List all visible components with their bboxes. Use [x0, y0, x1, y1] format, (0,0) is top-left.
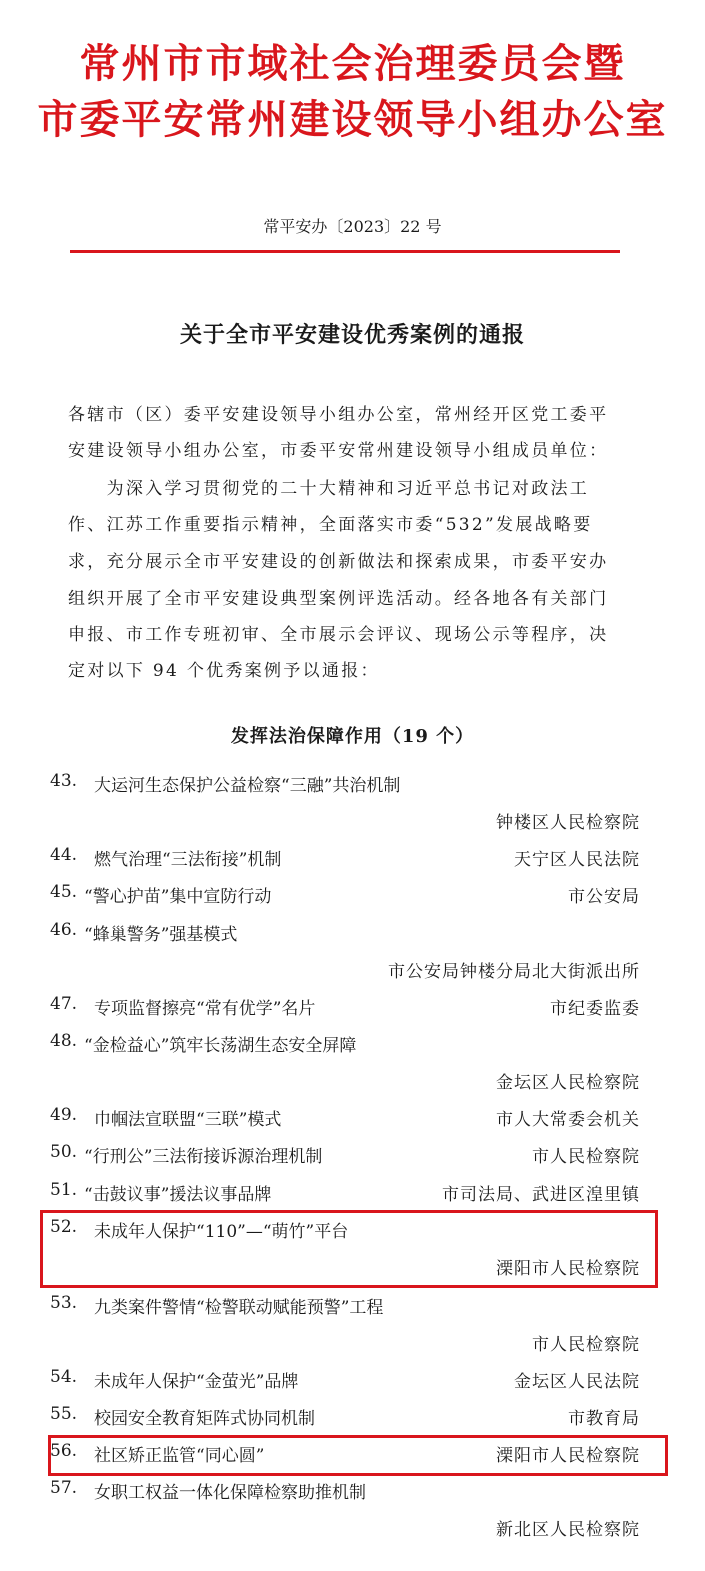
case-name: 巾帼法宣联盟“三联”模式 — [94, 1110, 282, 1130]
case-unit: 天宁区人民法院 — [514, 850, 640, 870]
case-name: 九类案件警情“检警联动赋能预警”工程 — [94, 1298, 384, 1318]
case-item — [50, 882, 640, 918]
case-number: 45. — [50, 882, 78, 902]
case-unit: 金坛区人民检察院 — [496, 1073, 640, 1093]
case-unit: 市公安局钟楼分局北大街派出所 — [388, 962, 640, 982]
case-item — [50, 845, 640, 881]
case-number: 56. — [50, 1441, 78, 1461]
case-item — [50, 994, 640, 1030]
case-name: “行刑公”三法衔接诉源治理机制 — [84, 1147, 323, 1167]
case-unit: 溧阳市人民检察院 — [496, 1446, 640, 1466]
case-number: 57. — [50, 1478, 78, 1498]
case-number: 51. — [50, 1180, 78, 1200]
case-item — [50, 1105, 640, 1141]
case-unit: 市纪委监委 — [550, 999, 640, 1019]
case-name: 社区矫正监管“同心圆” — [94, 1446, 265, 1466]
case-name: 燃气治理“三法衔接”机制 — [94, 850, 282, 870]
paragraph-line: 为深入学习贯彻党的二十大精神和习近平总书记对政法工 — [68, 479, 590, 499]
case-name: 未成年人保护“金萤光”品牌 — [94, 1372, 299, 1392]
case-name: 大运河生态保护公益检察“三融”共治机制 — [94, 776, 401, 796]
case-unit: 市人民检察院 — [532, 1335, 640, 1355]
case-number: 43. — [50, 771, 78, 791]
case-unit: 钟楼区人民检察院 — [496, 813, 640, 833]
case-name: 女职工权益一体化保障检察助推机制 — [94, 1483, 366, 1503]
case-unit: 金坛区人民法院 — [514, 1372, 640, 1392]
case-number: 50. — [50, 1142, 78, 1162]
notice-title: 关于全市平安建设优秀案例的通报 — [179, 322, 525, 348]
case-number: 49. — [50, 1105, 78, 1125]
paragraph-line: 安建设领导小组办公室，市委平安常州建设领导小组成员单位： — [68, 441, 609, 461]
case-name: “金检益心”筑牢长荡湖生态安全屏障 — [84, 1036, 357, 1056]
case-number: 53. — [50, 1293, 78, 1313]
case-item — [50, 1031, 640, 1093]
issuer-title-line-1: 常州市市域社会治理委员会暨 — [79, 40, 626, 87]
highlight-box-case-52 — [40, 1210, 658, 1288]
paragraph-line: 作、江苏工作重要指示精神，全面落实市委“532”发展战略要 — [68, 515, 593, 535]
case-unit: 市公安局 — [568, 887, 640, 907]
paragraph-line: 定对以下 94 个优秀案例予以通报： — [68, 661, 380, 681]
case-unit: 市人民检察院 — [532, 1147, 640, 1167]
case-item — [50, 1478, 640, 1540]
paragraph-line: 求，充分展示全市平安建设的创新做法和探索成果，市委平安办 — [68, 552, 609, 572]
paragraph-line: 申报、市工作专班初审、全市展示会评议、现场公示等程序，决 — [68, 625, 609, 645]
case-name: 专项监督擦亮“常有优学”名片 — [94, 999, 316, 1019]
paragraph-line: 组织开展了全市平安建设典型案例评选活动。经各地各有关部门 — [68, 589, 609, 609]
case-name: 未成年人保护“110”—“萌竹”平台 — [94, 1222, 349, 1242]
case-name: “蜂巢警务”强基模式 — [84, 925, 238, 945]
case-number: 52. — [50, 1217, 78, 1237]
case-number: 46. — [50, 920, 78, 940]
issuer-title-line-2: 市委平安常州建设领导小组办公室 — [37, 96, 668, 143]
case-unit: 市司法局、武进区湟里镇 — [442, 1185, 640, 1205]
highlight-box-case-56 — [48, 1435, 668, 1476]
case-unit: 溧阳市人民检察院 — [496, 1259, 640, 1279]
case-number: 48. — [50, 1031, 78, 1051]
case-name: “警心护苗”集中宣防行动 — [84, 887, 272, 907]
case-item — [50, 1367, 640, 1403]
case-item — [50, 771, 640, 833]
case-number: 47. — [50, 994, 78, 1014]
paragraph-line: 各辖市（区）委平安建设领导小组办公室，常州经开区党工委平 — [68, 405, 609, 425]
document-number: 常平安办〔2023〕22 号 — [263, 217, 442, 236]
case-item — [50, 1293, 640, 1355]
case-unit: 新北区人民检察院 — [496, 1520, 640, 1540]
case-item — [50, 1142, 640, 1178]
case-unit: 市教育局 — [568, 1409, 640, 1429]
case-name: 校园安全教育矩阵式协同机制 — [94, 1409, 315, 1429]
case-number: 44. — [50, 845, 78, 865]
case-unit: 市人大常委会机关 — [496, 1110, 640, 1130]
case-name: “击鼓议事”援法议事品牌 — [84, 1185, 272, 1205]
section-heading: 发挥法治保障作用（19 个） — [230, 726, 475, 747]
case-item — [50, 920, 640, 982]
case-number: 54. — [50, 1367, 78, 1387]
red-divider-line — [70, 250, 620, 253]
case-number: 55. — [50, 1404, 78, 1424]
